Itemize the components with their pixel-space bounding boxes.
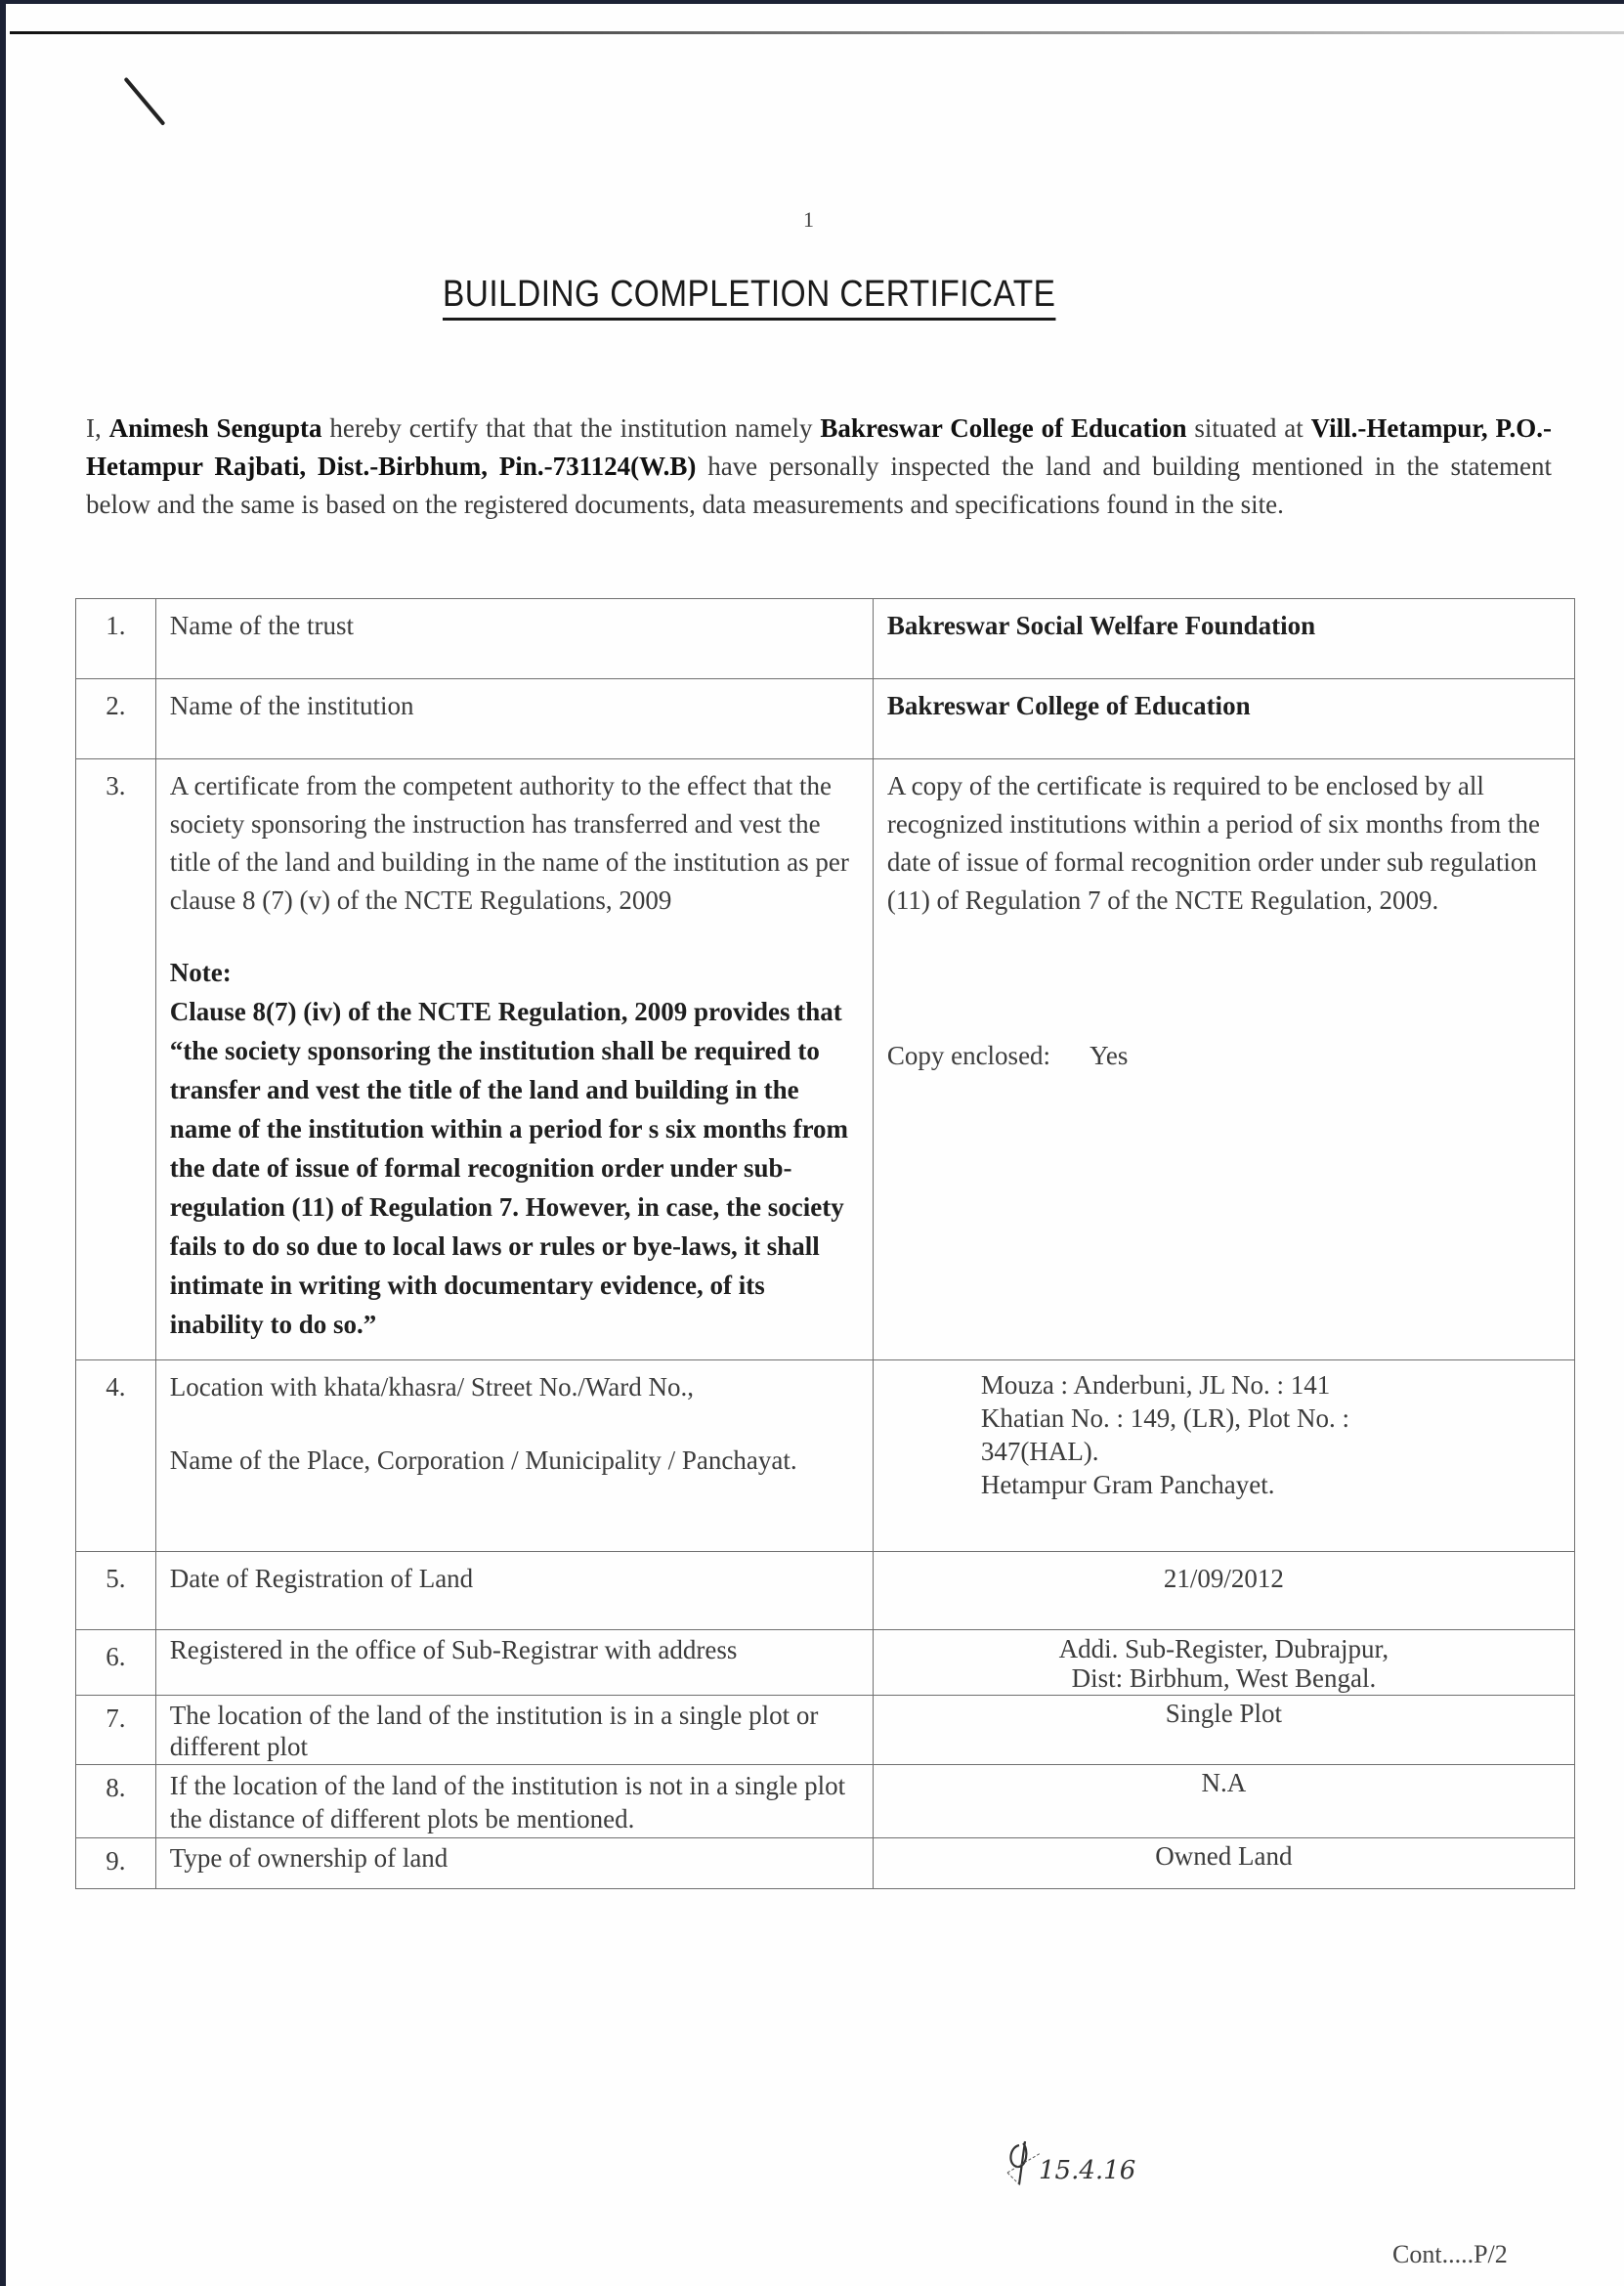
note-block [170, 953, 859, 1352]
certificate-table [75, 598, 1575, 1889]
sub-registrar-office: Addi. Sub-Register, Dubrajpur, [1058, 1634, 1389, 1663]
row-number: 7. [76, 1696, 156, 1765]
row-label: Type of ownership of land [155, 1838, 873, 1889]
table-row [76, 599, 1575, 679]
table-row [76, 1360, 1575, 1552]
row-value: Bakreswar Social Welfare Foundation [873, 599, 1574, 679]
row-value: Single Plot [873, 1696, 1574, 1765]
table-row [76, 1552, 1575, 1630]
scan-edge-left [0, 0, 6, 2286]
handwritten-signature-icon [1002, 2135, 1197, 2194]
copy-enclosed [887, 1037, 1560, 1075]
intro-text-3: have personally inspected the land and building mentioned in the statement below and the same is based on the registered documents, data measurements and specifications found in the site. [86, 452, 1552, 519]
page-top-edge-shadow [10, 31, 1624, 34]
row-label: Name of the trust [155, 599, 873, 679]
row-label: The location of the land of the institution is in a single plot or different plot [155, 1696, 873, 1765]
table-row [76, 1765, 1575, 1838]
page-number: 1 [803, 207, 814, 232]
row-label: Location with khata/khasra/ Street No./Ward No., [169, 1372, 694, 1402]
table-row [76, 1696, 1575, 1765]
sub-registrar-address: Dist: Birbhum, West Bengal. [1071, 1663, 1377, 1693]
page-title: BUILDING COMPLETION CERTIFICATE [443, 274, 1055, 321]
copy-enclosed-value: Yes [1090, 1041, 1129, 1070]
row-number: 9. [76, 1838, 156, 1889]
note-text: Clause 8(7) (iv) of the NCTE Regulation, 2009 provides that “the society sponsoring the institution shall be required to transfer and vest the title of the land and building in the name of the institution within a period for s six months from the date of issue of formal recognition order under sub-regulation (11) of Regulation 7. However, in case, the society fails to do so due to local laws or rules or bye-laws, it shall intimate in writing with documentary evidence, of its inability to do so.” [169, 997, 849, 1339]
table-row [76, 1838, 1575, 1889]
row-label: Name of the institution [155, 679, 873, 759]
row-value: A copy of the certificate is required to be enclosed by all recognized institutions within a period of six months from the date of issue of formal recognition order under sub regulation (11) of Regulation 7 of the NCTE Regulation, 2009. [886, 771, 1540, 915]
row-label-secondary: Name of the Place, Corporation / Municipality / Panchayat. [169, 1445, 797, 1475]
table-row [76, 679, 1575, 759]
row-value: N.A [873, 1765, 1574, 1838]
location-khatian: Khatian No. : 149, (LR), Plot No. : [980, 1403, 1350, 1433]
row-number: 8. [76, 1765, 156, 1838]
institution-name: Bakreswar College of Education [820, 413, 1187, 443]
row-label-with-note [155, 759, 873, 1360]
row-number: 6. [76, 1630, 156, 1696]
location-mouza: Mouza : Anderbuni, JL No. : 141 [980, 1370, 1331, 1400]
row-value-block [873, 1360, 1574, 1552]
row-label-block [155, 1360, 873, 1552]
row-value-block [873, 1630, 1574, 1696]
scan-edge-top-bar [0, 0, 1624, 4]
row-label: Registered in the office of Sub-Registrar with address [155, 1630, 873, 1696]
intro-paragraph [86, 410, 1552, 524]
row-value: 21/09/2012 [873, 1552, 1574, 1630]
row-label: A certificate from the competent authority to the effect that the society sponsoring the instruction has transferred and vest the title of the land and building in the name of the institution as per clause 8 (7) (v) of the NCTE Regulations, 2009 [169, 771, 849, 915]
row-number: 2. [76, 679, 156, 759]
note-heading: Note: [169, 958, 232, 987]
table-row [76, 1630, 1575, 1696]
table-row [76, 759, 1575, 1360]
continuation-note: Cont.....P/2 [1392, 2240, 1508, 2268]
copy-enclosed-label: Copy enclosed: [886, 1041, 1051, 1070]
svg-text:15.4.16: 15.4.16 [1039, 2156, 1136, 2185]
row-value: Bakreswar College of Education [873, 679, 1574, 759]
staple-mark-icon [123, 77, 165, 126]
row-number: 4. [76, 1360, 156, 1552]
intro-text-2: situated at [1186, 413, 1311, 443]
location-plot: 347(HAL). [980, 1437, 1099, 1466]
row-number: 3. [76, 759, 156, 1360]
row-number: 5. [76, 1552, 156, 1630]
intro-text-1: hereby certify that that the institution namely [321, 413, 821, 443]
certifier-name: Animesh Sengupta [108, 413, 322, 443]
institution-address: Vill.-Hetampur, P.O.-Hetampur Rajbati, Dist.-Birbhum, Pin.-731124(W.B) [86, 413, 1553, 481]
intro-prefix: I, [86, 413, 109, 443]
row-value-block [873, 759, 1574, 1360]
row-label: If the location of the land of the institution is not in a single plot the distance of different plots be mentioned. [155, 1765, 873, 1838]
location-panchayat: Hetampur Gram Panchayet. [980, 1470, 1275, 1499]
row-number: 1. [76, 599, 156, 679]
row-label: Date of Registration of Land [155, 1552, 873, 1630]
row-value: Owned Land [873, 1838, 1574, 1889]
